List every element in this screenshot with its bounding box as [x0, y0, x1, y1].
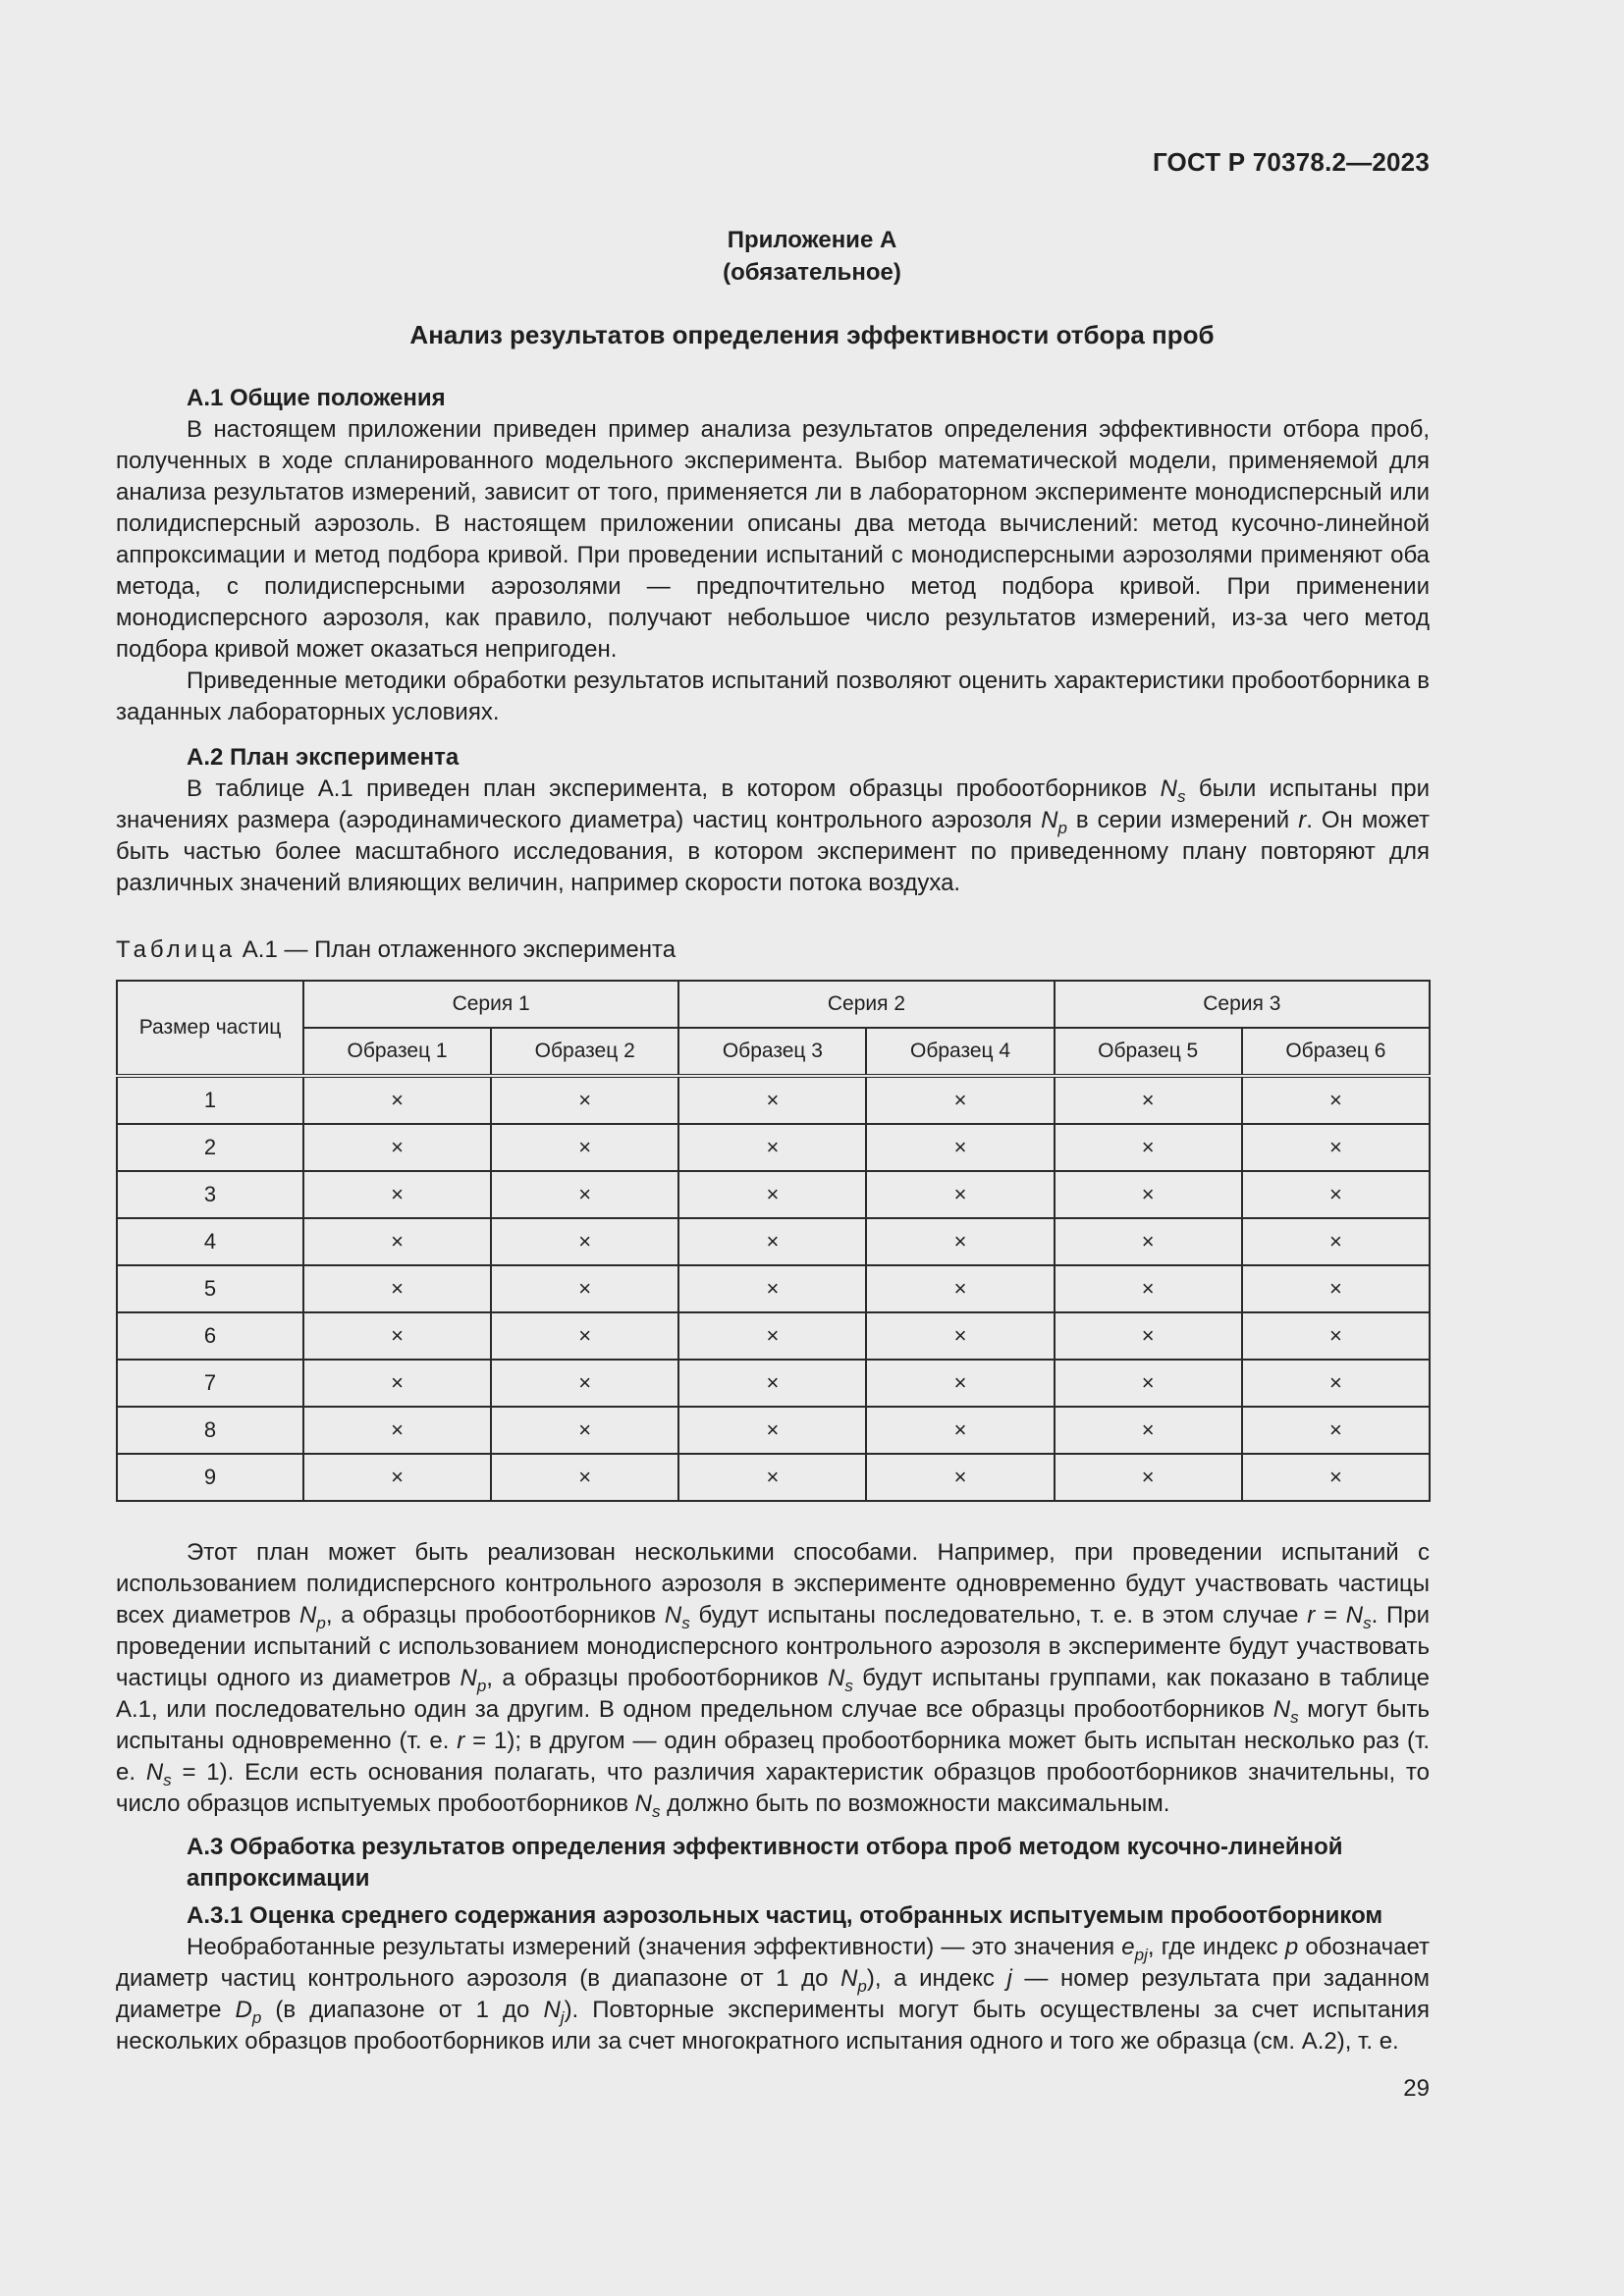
page-number: 29 — [1403, 2075, 1430, 2102]
table-row — [117, 1218, 1430, 1265]
plan-mark-cell: × — [303, 1454, 491, 1501]
plan-mark-cell: × — [303, 1360, 491, 1407]
plan-mark-cell: × — [491, 1218, 678, 1265]
particle-size-cell: 2 — [117, 1124, 303, 1171]
particle-size-cell: 6 — [117, 1312, 303, 1360]
plan-mark-cell: × — [491, 1407, 678, 1454]
series-header: Серия 2 — [678, 981, 1054, 1028]
plan-mark-cell: × — [491, 1360, 678, 1407]
table-row — [117, 1360, 1430, 1407]
sample-header: Образец 6 — [1242, 1028, 1430, 1076]
plan-mark-cell: × — [491, 1171, 678, 1218]
plan-mark-cell: × — [678, 1360, 866, 1407]
experiment-plan-table — [116, 980, 1431, 1502]
plan-mark-cell: × — [1242, 1218, 1430, 1265]
plan-mark-cell: × — [866, 1454, 1054, 1501]
section-heading-a2: А.2 План эксперимента — [187, 744, 460, 771]
column-header-size: Размер частиц — [117, 981, 303, 1076]
plan-mark-cell: × — [866, 1265, 1054, 1312]
plan-mark-cell: × — [678, 1076, 866, 1124]
plan-mark-cell: × — [303, 1312, 491, 1360]
sample-header: Образец 5 — [1055, 1028, 1242, 1076]
particle-size-cell: 3 — [117, 1171, 303, 1218]
plan-mark-cell: × — [866, 1076, 1054, 1124]
plan-mark-cell: × — [1242, 1454, 1430, 1501]
section-heading-a1: А.1 Общие положения — [187, 385, 446, 411]
plan-mark-cell: × — [303, 1265, 491, 1312]
plan-mark-cell: × — [678, 1124, 866, 1171]
plan-mark-cell: × — [1055, 1124, 1242, 1171]
plan-mark-cell: × — [491, 1265, 678, 1312]
plan-mark-cell: × — [866, 1407, 1054, 1454]
plan-mark-cell: × — [1242, 1312, 1430, 1360]
section-a1-a2 — [116, 383, 1430, 899]
plan-mark-cell: × — [866, 1312, 1054, 1360]
plan-mark-cell: × — [678, 1407, 866, 1454]
plan-mark-cell: × — [678, 1454, 866, 1501]
particle-size-cell: 9 — [117, 1454, 303, 1501]
paragraph: В таблице А.1 приведен план эксперимента, в котором образцы пробоотборников $N_s$ были испытаны при значениях размера (аэродинамического диаметра) частиц контрольного аэрозоля $N_p$ в серии измерений r. Он может быть частью более масштабного исследования, в котором эксперимент по приведенному плану повторяют для различных значений влияющих величин, например скорости потока воздуха. — [116, 775, 1431, 896]
section-heading-a3: А.3 Обработка результатов определения эффективности отбора проб методом кусочно-линейной аппроксимации — [187, 1834, 1343, 1892]
plan-mark-cell: × — [491, 1454, 678, 1501]
plan-mark-cell: × — [678, 1265, 866, 1312]
plan-mark-cell: × — [866, 1124, 1054, 1171]
plan-mark-cell: × — [303, 1124, 491, 1171]
table-row — [117, 1454, 1430, 1501]
plan-mark-cell: × — [303, 1218, 491, 1265]
plan-mark-cell: × — [1242, 1265, 1430, 1312]
table-row — [117, 1124, 1430, 1171]
plan-mark-cell: × — [1055, 1265, 1242, 1312]
paragraph: Приведенные методики обработки результатов испытаний позволяют оценить характеристики пробоотборника в заданных лабораторных условиях. — [116, 667, 1430, 725]
plan-mark-cell: × — [303, 1076, 491, 1124]
plan-mark-cell: × — [678, 1218, 866, 1265]
table-row — [117, 1407, 1430, 1454]
plan-mark-cell: × — [1242, 1076, 1430, 1124]
appendix-heading — [0, 224, 1624, 289]
appendix-status: (обязательное) — [723, 259, 901, 286]
plan-mark-cell: × — [1242, 1124, 1430, 1171]
plan-mark-cell: × — [303, 1407, 491, 1454]
plan-mark-cell: × — [1055, 1360, 1242, 1407]
plan-mark-cell: × — [1055, 1454, 1242, 1501]
particle-size-cell: 4 — [117, 1218, 303, 1265]
paragraph: Этот план может быть реализован несколькими способами. Например, при проведении испытаний с использованием полидисперсного контрольного аэрозоля в эксперименте одновременно будут участвовать частицы всех диаметров $N_p$, а образцы пробоотборников $N_s$ будут испытаны последовательно, т. е. в этом случае $r = N_s$. При проведении испытаний с использованием монодисперсного контрольного аэрозоля в эксперименте будут участвовать частицы одного из диаметров $N_p$, а образцы пробоотборников $N_s$ будут испытаны группами, как показано в таблице А.1, или последовательно один за другим. В одном предельном случае все образцы пробоотборников $N_s$ могут быть испытаны одновременно (т. е. r = 1); в другом — один образец пробоотборника может быть испытан несколько раз (т. е. $N_s = 1$). Если есть основания полагать, что различия характеристик образцов пробоотборников значительны, то число образцов испытуемых пробоотборников $N_s$ должно быть по возможности максимальным. — [116, 1539, 1430, 1821]
particle-size-cell: 7 — [117, 1360, 303, 1407]
plan-mark-cell: × — [678, 1312, 866, 1360]
table-row — [117, 1265, 1430, 1312]
series-header: Серия 3 — [1055, 981, 1430, 1028]
paragraph: В настоящем приложении приведен пример анализа результатов определения эффективности отбора проб, полученных в ходе спланированного модельного эксперимента. Выбор математической модели, применяемой для анализа результатов измерений, зависит от того, применяется ли в лабораторном эксперименте монодисперсный или полидисперсный аэрозоль. В настоящем приложении описаны два метода вычислений: метод кусочно-линейной аппроксимации и метод подбора кривой. При проведении испытаний с монодисперсными аэрозолями применяют оба метода, с полидисперсными аэрозолями — предпочтительно метод подбора кривой. При применении монодисперсного аэрозоля, как правило, получают небольшое число результатов измерений, из-за чего метод подбора кривой может оказаться непригоден. — [116, 416, 1430, 663]
plan-mark-cell: × — [866, 1218, 1054, 1265]
series-header: Серия 1 — [303, 981, 678, 1028]
section-after-table — [116, 1537, 1430, 2057]
plan-mark-cell: × — [491, 1312, 678, 1360]
plan-mark-cell: × — [1055, 1407, 1242, 1454]
plan-mark-cell: × — [866, 1360, 1054, 1407]
sample-header: Образец 2 — [491, 1028, 678, 1076]
particle-size-cell: 1 — [117, 1076, 303, 1124]
plan-mark-cell: × — [1242, 1171, 1430, 1218]
table-body — [117, 1076, 1430, 1501]
table-row — [117, 1171, 1430, 1218]
plan-mark-cell: × — [1242, 1407, 1430, 1454]
particle-size-cell: 8 — [117, 1407, 303, 1454]
particle-size-cell: 5 — [117, 1265, 303, 1312]
sample-header: Образец 1 — [303, 1028, 491, 1076]
table-row — [117, 1312, 1430, 1360]
table-caption: Таблица А.1 — План отлаженного эксперимента — [116, 936, 677, 963]
plan-mark-cell: × — [1055, 1076, 1242, 1124]
table-row — [117, 1076, 1430, 1124]
document-title: Анализ результатов определения эффективности отбора проб — [409, 320, 1215, 349]
plan-mark-cell: × — [1055, 1171, 1242, 1218]
plan-mark-cell: × — [303, 1171, 491, 1218]
standard-number: ГОСТ Р 70378.2—2023 — [1152, 147, 1430, 177]
paragraph: Необработанные результаты измерений (значения эффективности) — это значения $e_{pj}$, где индекс p обозначает диаметр частиц контрольного аэрозоля (в диапазоне от 1 до $N_p$), а индекс j — номер результата при заданном диаметре $D_p$ (в диапазоне от 1 до $N_j$). Повторные эксперименты могут быть осуществлены за счет испытания нескольких образцов пробоотборников или за счет многократного испытания одного и того же образца (см. А.2), т. е. — [116, 1934, 1430, 2055]
plan-mark-cell: × — [1055, 1218, 1242, 1265]
section-heading-a31: А.3.1 Оценка среднего содержания аэрозольных частиц, отобранных испытуемым пробоотборником — [187, 1902, 1383, 1929]
plan-mark-cell: × — [1242, 1360, 1430, 1407]
appendix-title: Приложение А — [727, 227, 897, 253]
sample-header: Образец 3 — [678, 1028, 866, 1076]
plan-mark-cell: × — [678, 1171, 866, 1218]
plan-mark-cell: × — [866, 1171, 1054, 1218]
plan-mark-cell: × — [491, 1124, 678, 1171]
sample-header: Образец 4 — [866, 1028, 1054, 1076]
plan-mark-cell: × — [1055, 1312, 1242, 1360]
plan-mark-cell: × — [491, 1076, 678, 1124]
